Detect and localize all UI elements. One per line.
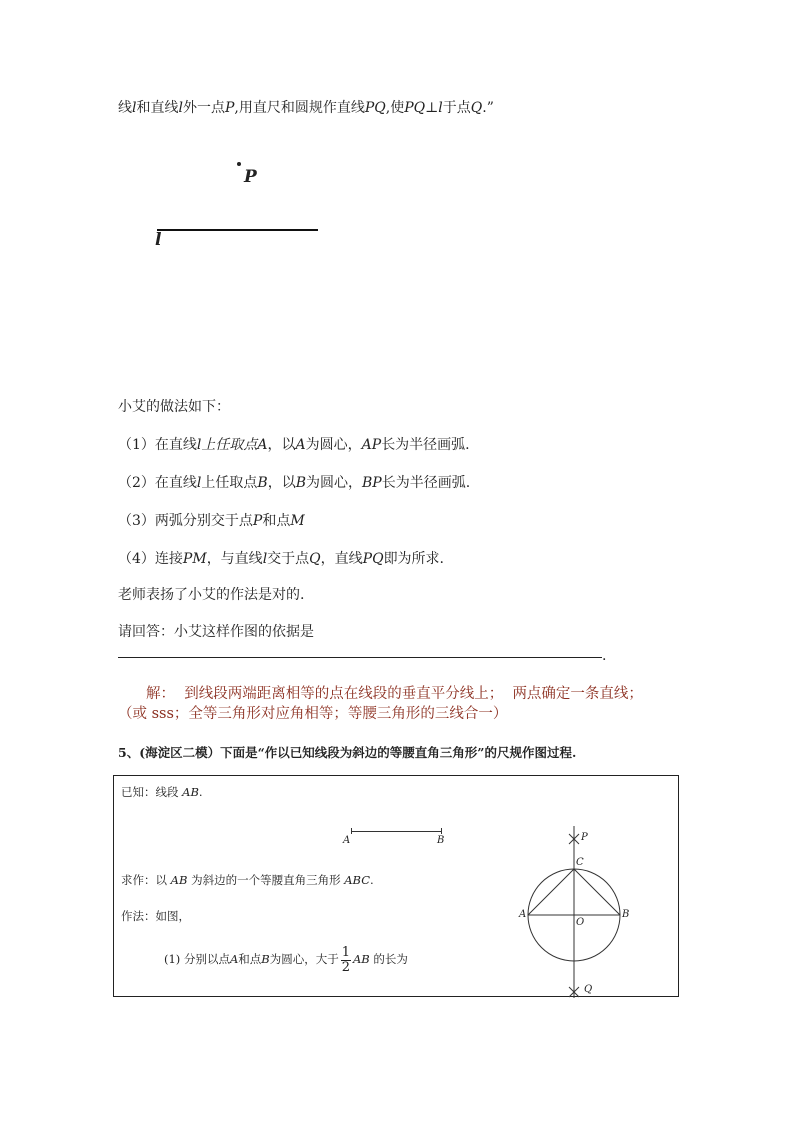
- method-step-4: [118, 549, 444, 569]
- method-step-3: [118, 511, 305, 531]
- step-text: 两弧分别交于点: [154, 513, 253, 529]
- var-ap: AP: [361, 437, 382, 453]
- question-text: 请回答：小艾这样作图的依据是: [118, 624, 314, 640]
- answer-blank-line[interactable]: [118, 657, 602, 658]
- problem-5-title: 5、(海淀区二模）下面是“作以已知线段为斜边的等腰直角三角形”的尺规作图过程.: [118, 745, 577, 760]
- fraction-numerator: 1: [341, 944, 350, 960]
- fig-label-c: C: [576, 857, 584, 868]
- step-text: 上任取点: [201, 437, 258, 453]
- perp-symbol: ⊥: [425, 100, 439, 116]
- var-ab: AB: [182, 785, 199, 799]
- var-b: B: [261, 952, 270, 966]
- fig-label-o: O: [576, 917, 585, 928]
- step-number: （1）: [118, 437, 155, 453]
- var-ab: AB: [170, 873, 188, 887]
- var-q: Q: [309, 551, 321, 567]
- step-text: 在直线: [154, 475, 197, 491]
- answer-reason-2: 两点确定一条直线；: [512, 686, 643, 702]
- intro-text: ,使: [385, 100, 405, 116]
- find-end: .: [370, 873, 374, 887]
- point-dot: [237, 162, 241, 166]
- known-line: [121, 784, 203, 800]
- var-a: A: [295, 437, 306, 453]
- step-text: 为圆心，: [306, 475, 362, 491]
- find-text: 求作：以: [121, 873, 167, 887]
- step-text: 上任取点: [201, 475, 258, 491]
- var-l: l: [196, 437, 202, 453]
- var-pm: PM: [182, 551, 207, 567]
- problem-5-box: [113, 775, 679, 997]
- step-text: 为圆心，: [305, 437, 362, 453]
- known-text: 已知：线段: [121, 785, 179, 799]
- fig-label-q: Q: [584, 984, 593, 995]
- var-l: l: [196, 475, 202, 491]
- var-pq: PQ: [364, 100, 386, 116]
- var-l: l: [132, 100, 137, 116]
- step1-text: 为圆心，大于: [269, 952, 339, 966]
- step-text: ，以: [267, 437, 296, 453]
- var-l: l: [178, 100, 183, 116]
- step-number: （3）: [118, 513, 155, 529]
- answer-label: 解：: [146, 686, 175, 702]
- step-text: ，以: [267, 475, 296, 491]
- point-p-label: P: [244, 167, 257, 187]
- var-abc: ABC: [344, 873, 371, 887]
- answer-line-1: [146, 684, 643, 704]
- method-heading: 小艾的做法如下：: [118, 399, 230, 415]
- var-pq: PQ: [362, 551, 384, 567]
- segment-tick-a: [351, 828, 352, 834]
- line-l: [157, 229, 318, 231]
- step-number: （2）: [118, 475, 155, 491]
- step-text: 交于点: [267, 551, 310, 567]
- step-text: ，直线: [320, 551, 363, 567]
- intro-text: 线: [118, 100, 132, 116]
- segment-label-b: B: [437, 835, 445, 846]
- var-b: B: [295, 475, 306, 491]
- praise-text: 老师表扬了小艾的作法是对的.: [118, 587, 305, 603]
- step-text: 和点: [262, 513, 291, 529]
- side-ac: [528, 869, 574, 915]
- step1-line: [164, 944, 408, 975]
- var-b: B: [257, 475, 268, 491]
- intro-text: 和直线: [136, 100, 179, 116]
- step1-text: 的长为: [373, 952, 408, 966]
- var-ab: AB: [353, 952, 370, 966]
- var-a: A: [257, 437, 268, 453]
- step-text: 长为半径画弧.: [381, 475, 471, 491]
- method-step-1: [118, 435, 470, 455]
- segment-label-a: A: [343, 835, 351, 846]
- line-l-label: l: [155, 230, 162, 250]
- intro-line: [118, 98, 494, 118]
- intro-text: ,用直尺和圆规作直线: [234, 100, 365, 116]
- intro-text: 外一点: [182, 100, 225, 116]
- given-segment: [351, 831, 442, 832]
- step-text: ，与直线: [206, 551, 263, 567]
- var-q: Q: [470, 100, 483, 116]
- intro-text: 于点: [442, 100, 471, 116]
- step1-text: (1) 分别以点: [164, 952, 230, 966]
- side-bc: [574, 869, 620, 915]
- step-text: 长为半径画弧.: [381, 437, 470, 453]
- step1-text: 和点: [238, 952, 262, 966]
- answer-blank-end: .: [602, 648, 607, 664]
- var-a: A: [229, 952, 239, 966]
- step-text: 在直线: [154, 437, 197, 453]
- find-text: 为斜边的一个等腰直角三角形: [191, 873, 341, 887]
- step-text: 即为所求.: [383, 551, 445, 567]
- var-p: P: [252, 513, 263, 529]
- fig-label-p: P: [581, 832, 588, 843]
- var-l: l: [438, 100, 443, 116]
- var-m: M: [290, 513, 305, 529]
- var-bp: BP: [362, 475, 382, 491]
- fig-label-b: B: [622, 909, 630, 920]
- step-text: 连接: [154, 551, 183, 567]
- step-number: （4）: [118, 551, 155, 567]
- answer-reason-1: 到线段两端距离相等的点在线段的垂直平分线上；: [184, 686, 504, 702]
- method-step-2: [118, 473, 470, 493]
- fig-label-a: A: [519, 909, 527, 920]
- var-pq: PQ: [404, 100, 426, 116]
- intro-text: .”: [482, 100, 494, 116]
- var-l: l: [262, 551, 268, 567]
- find-line: [121, 872, 374, 888]
- answer-line-2: （或 sss；全等三角形对应角相等；等腰三角形的三线合一）: [118, 706, 508, 722]
- fraction-denominator: 2: [341, 959, 350, 975]
- known-end: .: [198, 785, 203, 799]
- var-p: P: [224, 100, 235, 116]
- method-line: 作法：如图，: [121, 909, 190, 923]
- fraction-half: [341, 946, 351, 975]
